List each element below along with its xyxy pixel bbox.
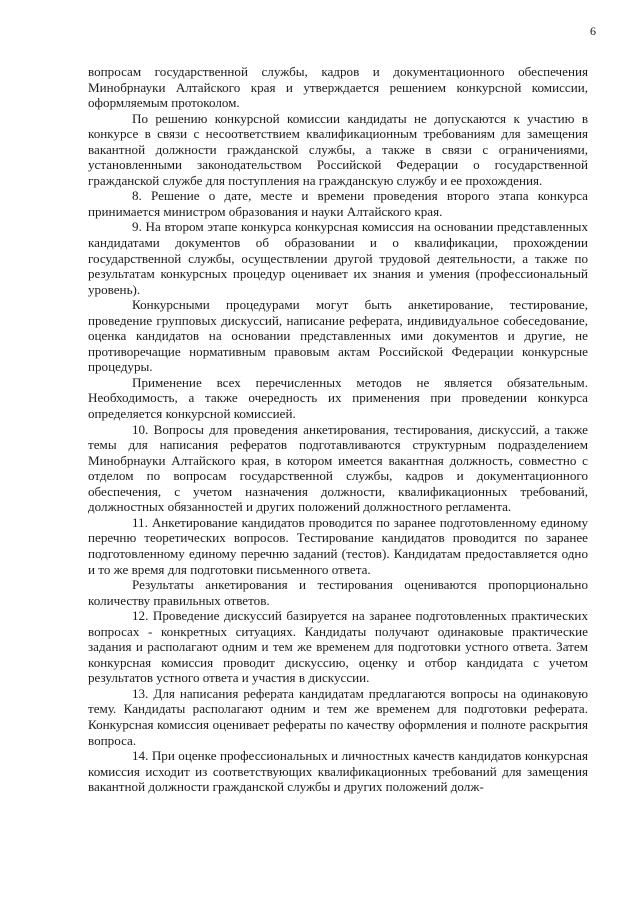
paragraph-item-10: 10. Вопросы для проведения анкетирования, тестирования, дискуссий, а также темы для написания рефератов подготавливаются структурным подразделением Минобрнауки Алтайского края, в котором имеется вакантная должность, совместно с отделом по вопросам государственной службы, кадров и документационного обеспечения, с учетом назначения должности, квалификационных требований, должностных обязанностей и других положений должностного регламента. bbox=[88, 421, 588, 515]
paragraph-item-12: 12. Проведение дискуссий базируется на заранее подготовленных практических вопросах - конкретных ситуациях. Кандидаты получают одинаковые практические задания и располагают одним и тем же временем для подготовки устного ответа. Затем конкурсная комиссия проводит дискуссию, оценку и отбор кандидата с учетом результатов устного ответа и участия в дискуссии. bbox=[88, 608, 588, 686]
paragraph-item-8: 8. Решение о дате, месте и времени проведения второго этапа конкурса принимается министром образования и науки Алтайского края. bbox=[88, 188, 588, 219]
paragraph-non-admission: По решению конкурсной комиссии кандидаты не допускаются к участию в конкурсе в связи с несоответствием квалификационным требованиям для замещения вакантной должности гражданской службы, а также в связи с ограничениями, установленными законодательством Российской Федерации о государственной гражданской службе для поступления на гражданскую службу и ее прохождения. bbox=[88, 110, 588, 188]
paragraph-item-9: 9. На втором этапе конкурса конкурсная комиссия на основании представленных кандидатами документов об образовании и о квалификации, прохождении государственной службы, осуществлении другой трудовой деятельности, а также по результатам конкурсных процедур оценивает их знания и умения (профессиональный уровень). bbox=[88, 219, 588, 297]
page-number: 6 bbox=[590, 24, 596, 38]
paragraph-item-14: 14. При оценке профессиональных и личностных качеств кандидатов конкурсная комиссия исходит из соответствующих квалификационных требований для замещения вакантной должности гражданской службы и других положений долж- bbox=[88, 748, 588, 795]
paragraph-item-11: 11. Анкетирование кандидатов проводится по заранее подготовленному единому перечню теоретических вопросов. Тестирование кандидатов проводится по заранее подготовленному единому перечню заданий (тестов). Кандидатам предоставляется одно и то же время для подготовки письменного ответа. bbox=[88, 514, 588, 577]
paragraph-item-13: 13. Для написания реферата кандидатам предлагаются вопросы на одинаковую тему. Кандидаты располагают одним и тем же временем для подготовки реферата. Конкурсная комиссия оценивает рефераты по качеству оформления и полноте раскрытия вопроса. bbox=[88, 685, 588, 748]
paragraph-continuation: вопросам государственной службы, кадров и документационного обеспечения Минобрнауки Алтайского края и утверждается решением конкурсной комиссии, оформляемым протоколом. bbox=[88, 64, 588, 111]
paragraph-methods: Применение всех перечисленных методов не является обязательным. Необходимость, а также очередность их применения при проведении конкурса определяется конкурсной комиссией. bbox=[88, 374, 588, 422]
document-body bbox=[88, 64, 588, 795]
paragraph-procedures: Конкурсными процедурами могут быть анкетирование, тестирование, проведение групповых дискуссий, написание реферата, индивидуальное собеседование, оценка кандидатов на основании представленных ими документов и другие, не противоречащие нормативным правовым актам Российской Федерации конкурсные процедуры. bbox=[88, 297, 588, 375]
paragraph-results: Результаты анкетирования и тестирования оцениваются пропорционально количеству правильных ответов. bbox=[88, 577, 588, 608]
